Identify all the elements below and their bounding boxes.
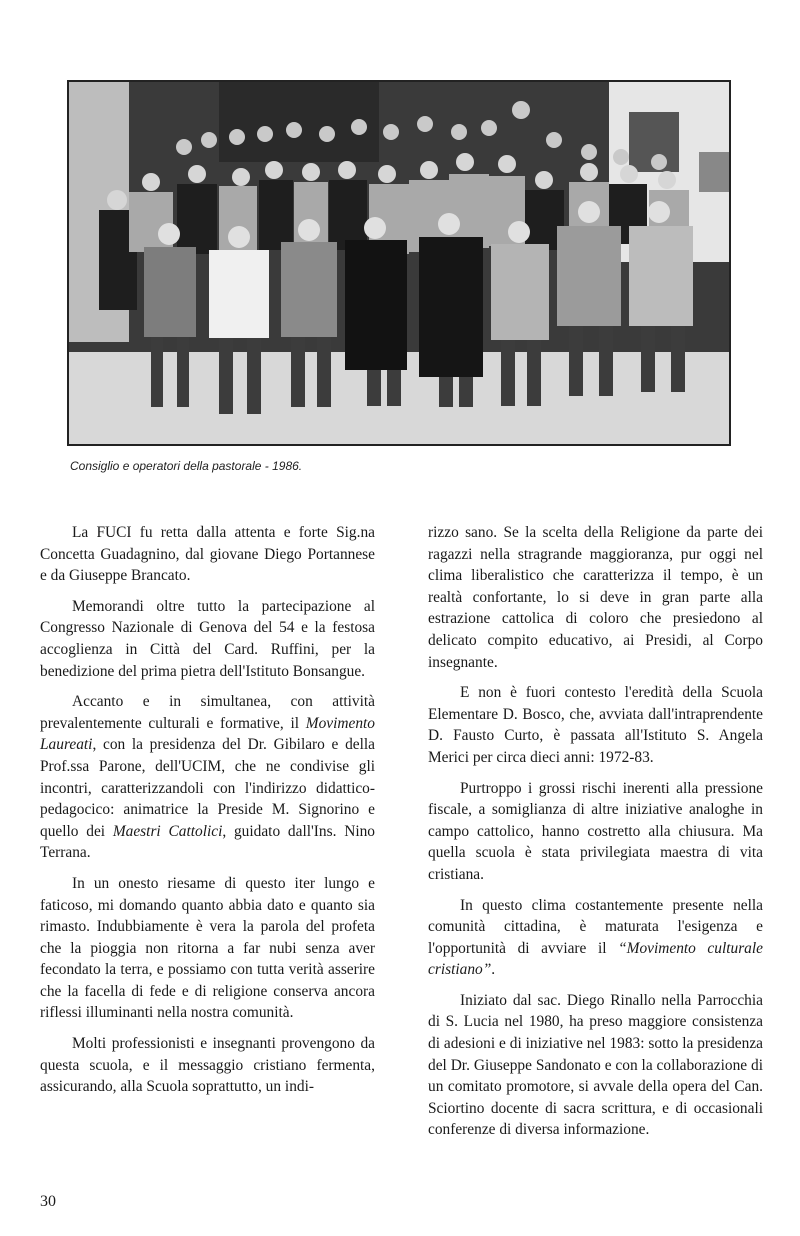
paragraph: La FUCI fu retta dalla attenta e forte Sig.na Concetta Guadagnino, dal giovane Diego Portannese e da Giuseppe Brancato.	[40, 524, 375, 585]
group-photo	[67, 80, 731, 446]
photo-caption: Consiglio e operatori della pastorale - 1986.	[70, 459, 303, 473]
page-number: 30	[40, 1193, 56, 1210]
italic-text: Maestri Cattolici	[112, 822, 223, 840]
text-segment: Accanto e in simultanea, con attività prevalentemente culturali e formative, il	[40, 693, 375, 732]
text-segment: , con la presidenza del Dr. Gibilaro e della Prof.ssa Parone, dell'UCIM, che ne condivise gli incontri, caratterizzandoli con l'indirizzo didattico-pedagocico: animatrice la Preside M. Signorino e quello dei	[40, 736, 375, 840]
text-segment: In questo clima costantemente presente nella comunità cittadina, è maturata l'esigenza e l'opportunità di avviare il	[428, 896, 763, 957]
paragraph: rizzo sano. Se la scelta della Religione da parte dei ragazzi nella stragrande maggioranza, pur oggi nel clima liberalistico che caratterizza il tempo, è un realtà confortante, lo si deve in gran parte alla estrazione cattolica di coloro che presiedono al delicato compito educativo, ai Presidi, al Corpo insegnante.	[428, 524, 763, 671]
italic-text: “Movimento culturale cristiano”	[428, 939, 763, 979]
left-column	[40, 522, 375, 1107]
paragraph	[40, 691, 375, 864]
paragraph	[428, 895, 763, 981]
paragraph: Iniziato dal sac. Diego Rinallo nella Parrocchia di S. Lucia nel 1980, ha preso maggiore consistenza di adesioni e di iniziative nel 1983: sotto la presidenza del Dr. Giuseppe Sandonato e con la collaborazione di un comitato promotore, si avvale della opera del Can. Sciortino docente di sacra scrittura, e di occasionali conferenze di diversa informazione.	[428, 991, 763, 1139]
text-segment: , guidato dall'Ins. Nino Terrana.	[40, 822, 375, 862]
paragraph: Molti professionisti e insegnanti provengono da questa scuola, e il messaggio cristiano fermenta, assicurando, alla Scuola soprattutto, un indi-	[40, 1035, 375, 1096]
paragraph: Purtroppo i grossi rischi inerenti alla pressione fiscale, a somiglianza di altre iniziative analoghe in campo cattolico, hanno costretto alla chiusura. Ma quella scuola è stata privilegiata maestra di vita cristiana.	[428, 779, 763, 883]
paragraph: In un onesto riesame di questo iter lungo e faticoso, mi domando quanto abbia dato e quanto sia rimasto. Indubbiamente è vera la parola del profeta che la pioggia non ritorna a far nubi senza aver fecondato la terra, e possiamo con tutta verità asserire che la facella di fede e di religione conserva ancora riflessi illuminanti nella nostra comunità.	[40, 874, 375, 1022]
paragraph: Memorandi oltre tutto la partecipazione al Congresso Nazionale di Genova del 54 e la festosa accoglienza in Città del Card. Ruffini, per la benedizione del prima pietra dell'Istituto Bonsangue.	[40, 597, 375, 680]
italic-text: Movimento Laureati	[40, 714, 375, 754]
group-photo-illustration	[69, 82, 729, 444]
paragraph: E non è fuori contesto l'eredità della Scuola Elementare D. Bosco, che, avviata dall'intraprendente D. Fausto Curto, è passata all'Istituto S. Angela Merici per circa dieci anni: 1972-83.	[428, 684, 763, 766]
text-segment: .	[491, 961, 496, 979]
right-column	[428, 522, 763, 1150]
